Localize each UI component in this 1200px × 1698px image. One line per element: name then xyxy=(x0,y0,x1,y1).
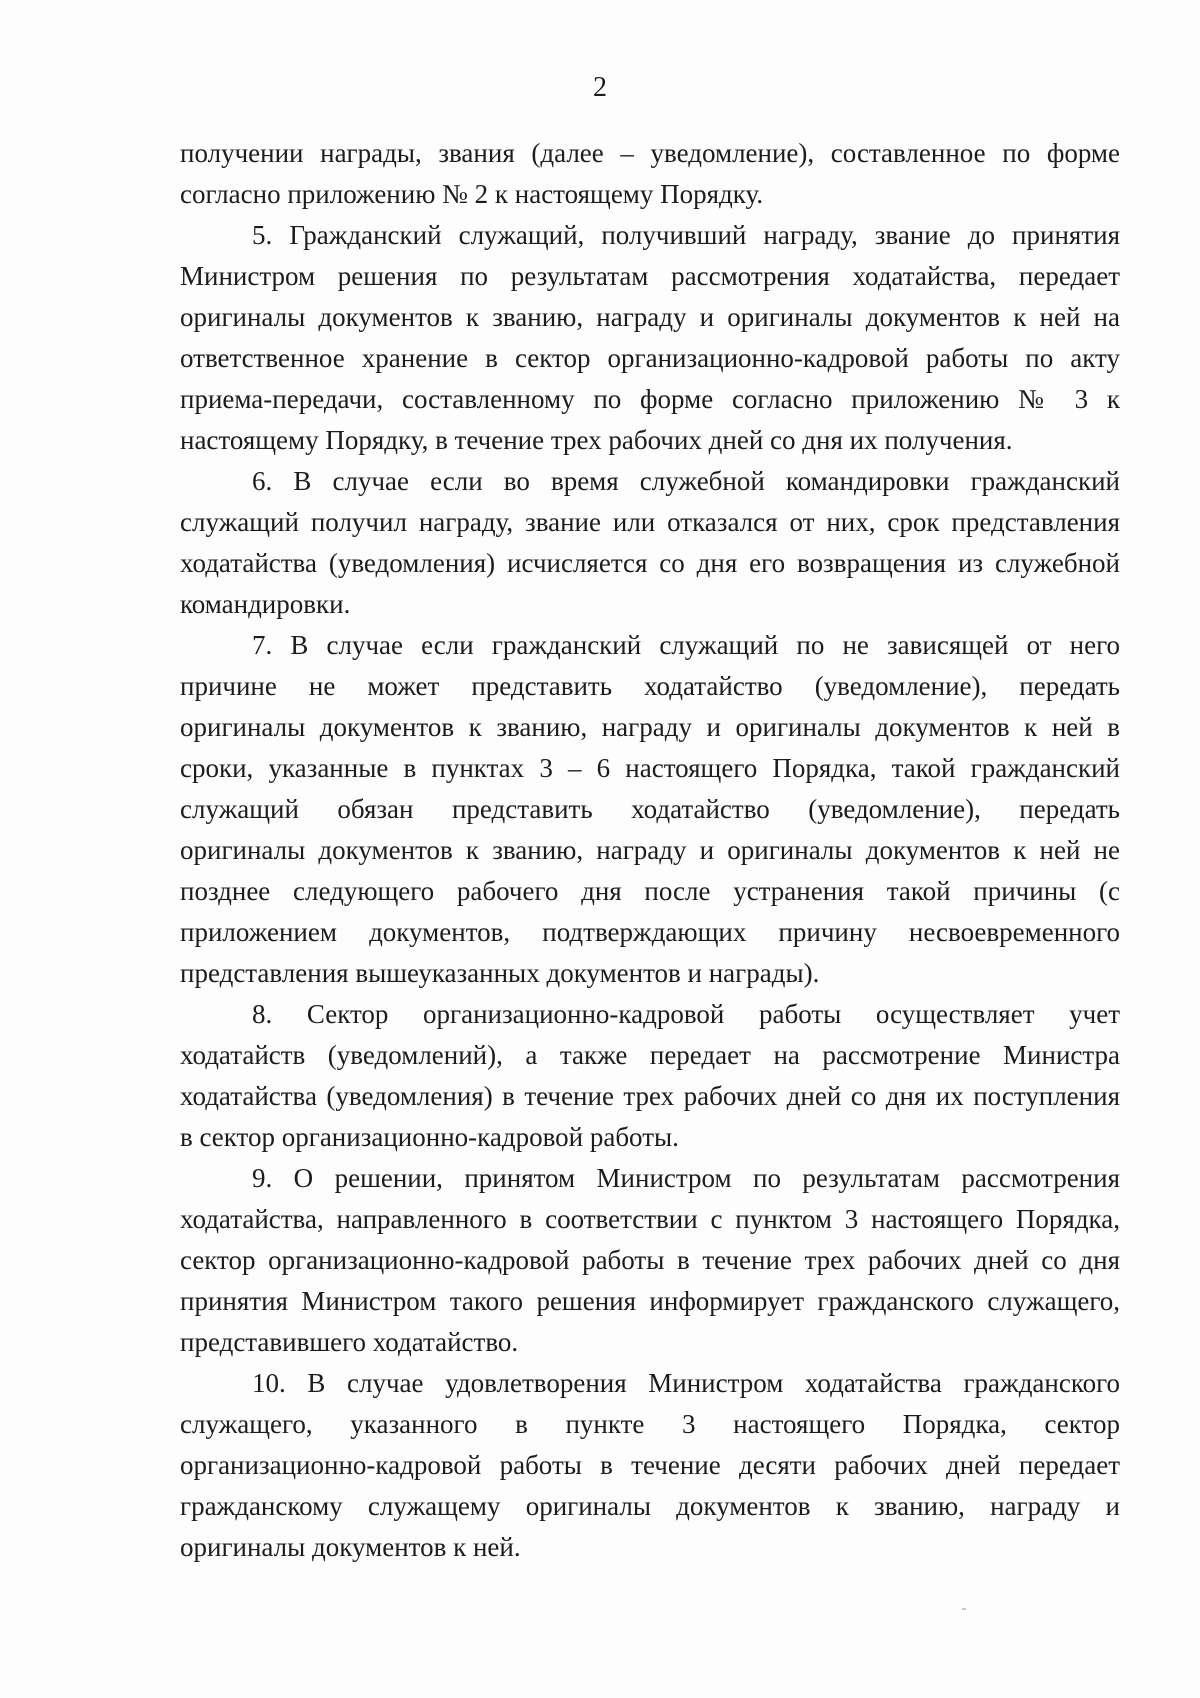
document-body xyxy=(180,133,1120,1568)
text-line: приложением документов, подтверждающих причину несвоевременного xyxy=(180,917,1120,947)
text-line: согласно приложению № 2 к настоящему Порядку. xyxy=(180,179,764,209)
text-line: в сектор организационно-кадровой работы. xyxy=(180,1122,679,1152)
text-line: ходатайства (уведомления) в течение трех рабочих дней со дня их поступления xyxy=(180,1081,1120,1111)
text-line: командировки. xyxy=(180,589,351,619)
text-line: сроки, указанные в пунктах 3 – 6 настоящего Порядка, такой гражданский xyxy=(180,753,1120,783)
text-line: оригиналы документов к званию, награду и оригиналы документов к ней в xyxy=(180,712,1120,742)
text-line: получении награды, звания (далее – уведомление), составленное по форме xyxy=(180,138,1120,168)
paragraph-10-start: 10. В случае удовлетворения Министром ходатайства гражданского xyxy=(252,1368,1120,1398)
text-line: ходатайства, направленного в соответствии с пунктом 3 настоящего Порядка, xyxy=(180,1204,1120,1234)
text-line: настоящему Порядку, в течение трех рабочих дней со дня их получения. xyxy=(180,425,1013,455)
text-line: приема-передачи, составленному по форме согласно приложению № 3 к xyxy=(180,384,1120,414)
text-line: сектор организационно-кадровой работы в течение трех рабочих дней со дня xyxy=(180,1245,1120,1275)
text-line: служащий обязан представить ходатайство (уведомление), передать xyxy=(180,794,1120,824)
text-line: служащего, указанного в пункте 3 настоящего Порядка, сектор xyxy=(180,1409,1120,1439)
text-line: ответственное хранение в сектор организационно-кадровой работы по акту xyxy=(180,343,1120,373)
paragraph-9-start: 9. О решении, принятом Министром по результатам рассмотрения xyxy=(252,1163,1120,1193)
text-line: оригиналы документов к ней. xyxy=(180,1532,521,1562)
text-line: принятия Министром такого решения информирует гражданского служащего, xyxy=(180,1286,1120,1316)
text-line: оригиналы документов к званию, награду и оригиналы документов к ней на xyxy=(180,302,1120,332)
text-line: гражданскому служащему оригиналы документов к званию, награду и xyxy=(180,1491,1120,1521)
text-line: представившего ходатайство. xyxy=(180,1327,519,1357)
paragraph-6-start: 6. В случае если во время служебной командировки гражданский xyxy=(252,466,1120,496)
text-line: представления вышеуказанных документов и награды). xyxy=(180,958,820,988)
page-number: 2 xyxy=(593,72,607,103)
text-line: ходатайства (уведомления) исчисляется со дня его возвращения из служебной xyxy=(180,548,1120,578)
paragraph-7-start: 7. В случае если гражданский служащий по не зависящей от него xyxy=(252,630,1120,660)
text-line: оригиналы документов к званию, награду и оригиналы документов к ней не xyxy=(180,835,1120,865)
text-line: позднее следующего рабочего дня после устранения такой причины (с xyxy=(180,876,1120,906)
paragraph-5-start: 5. Гражданский служащий, получивший награду, звание до принятия xyxy=(252,220,1120,250)
paragraph-8-start: 8. Сектор организационно-кадровой работы осуществляет учет xyxy=(252,999,1120,1029)
text-line: организационно-кадровой работы в течение десяти рабочих дней передает xyxy=(180,1450,1120,1480)
scan-artifact xyxy=(962,1608,966,1610)
text-line: Министром решения по результатам рассмотрения ходатайства, передает xyxy=(180,261,1120,291)
text-line: служащий получил награду, звание или отказался от них, срок представления xyxy=(180,507,1120,537)
text-line: ходатайств (уведомлений), а также передает на рассмотрение Министра xyxy=(180,1040,1120,1070)
text-line: причине не может представить ходатайство (уведомление), передать xyxy=(180,671,1120,701)
